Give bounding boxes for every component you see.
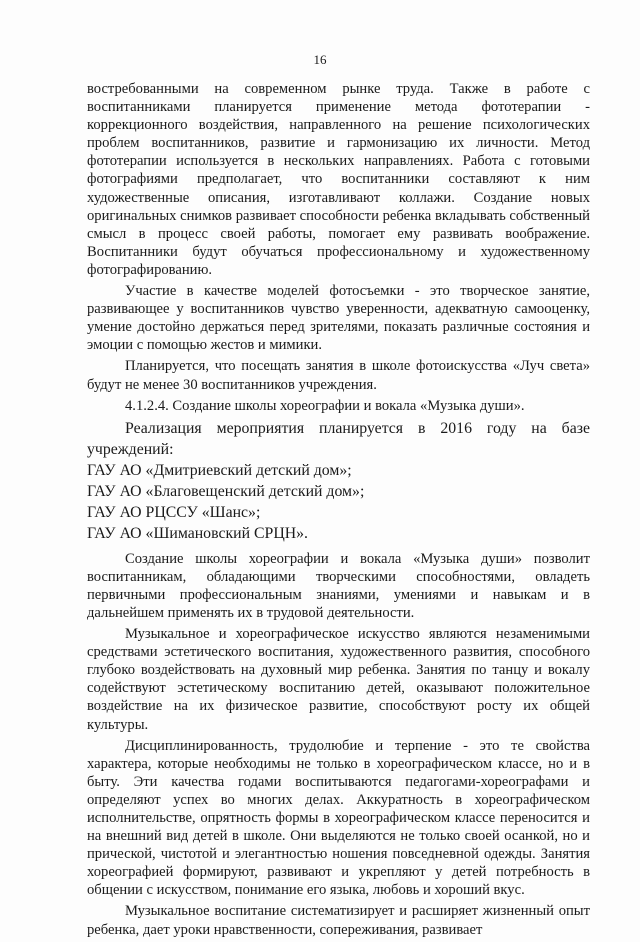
institution-item: ГАУ АО «Шимановский СРЦН». [87,524,308,542]
paragraph-implementation: Реализация мероприятия планируется в 2016 году на базе учреждений: [87,419,590,458]
institution-item: ГАУ АО «Благовещенский детский дом»; [87,482,365,500]
institution-item: ГАУ АО РЦССУ «Шанс»; [87,503,261,521]
paragraph-modeling: Участие в качестве моделей фотосъемки - это творческое занятие, развивающее у воспитанников чувство уверенности, адекватную самооценку, умение достойно держаться перед зрителями, показать различные состояния и эмоции с помощью жестов и мимики. [87,283,590,354]
paragraph-music-education: Музыкальное воспитание систематизирует и расширяет жизненный опыт ребенка, дает уроки нравственности, сопереживания, развивает [87,903,590,938]
institution-item: ГАУ АО «Дмитриевский детский дом»; [87,461,352,479]
section-heading-4-1-2-4: 4.1.2.4. Создание школы хореографии и вокала «Музыка души». [125,397,525,414]
paragraph-discipline: Дисциплинированность, трудолюбие и терпение - это те свойства характера, которые необходимы не только в хореографическом классе, но и в быту. Эти качества годами воспитываются педагогами-хореографами и определяют успех во многих делах. Аккуратность в хореографическом исполнительстве, опрятность формы в хореографическом классе переносится и на внешний вид детей в школе. Они выделяются не только своей осанкой, но и прической, чистотой и элегантностью ношения повседневной одежды. Занятия хореографией формируют, развивают и укрепляют у детей потребность в общении с искусством, понимание его языка, любовь и хороший вкус. [87,737,590,899]
page-number: 16 [313,52,327,67]
paragraph-photo-school-plan: Планируется, что посещать занятия в школе фотоискусства «Луч света» будут не менее 30 воспитанников учреждения. [87,358,590,393]
document-body [87,80,590,942]
paragraph-phototherapy: востребованными на современном рынке труда. Также в работе с воспитанниками планируется применение метода фототерапии - коррекционного воздействия, направленного на решение психологических проблем воспитанников, развитие и гармонизацию их личности. Метод фототерапии используется в нескольких направлениях. Работа с готовыми фотографиями предполагает, что воспитанники составляют к ним художественные описания, изготавливают коллажи. Создание новых оригинальных снимков развивает способности ребенка вкладывать собственный смысл в процесс своей работы, помогает ему развивать воображение. Воспитанники будут обучаться профессиональному и художественному фотографированию. [87,81,590,278]
paragraph-music-art: Музыкальное и хореографическое искусство являются незаменимыми средствами эстетического воспитания, художественного развития, способного глубоко воздействовать на духовный мир ребенка. Занятия по танцу и вокалу содействуют эстетическому воспитанию детей, оказывают положительное воздействие на их физическое развитие, способствуют росту их общей культуры. [87,626,590,733]
paragraph-school-purpose: Создание школы хореографии и вокала «Музыка души» позволит воспитанникам, обладающими творческими способностями, овладеть первичными профессиональным знаниями, умениями и навыкам и в дальнейшем применять их в трудовой деятельности. [87,550,590,621]
